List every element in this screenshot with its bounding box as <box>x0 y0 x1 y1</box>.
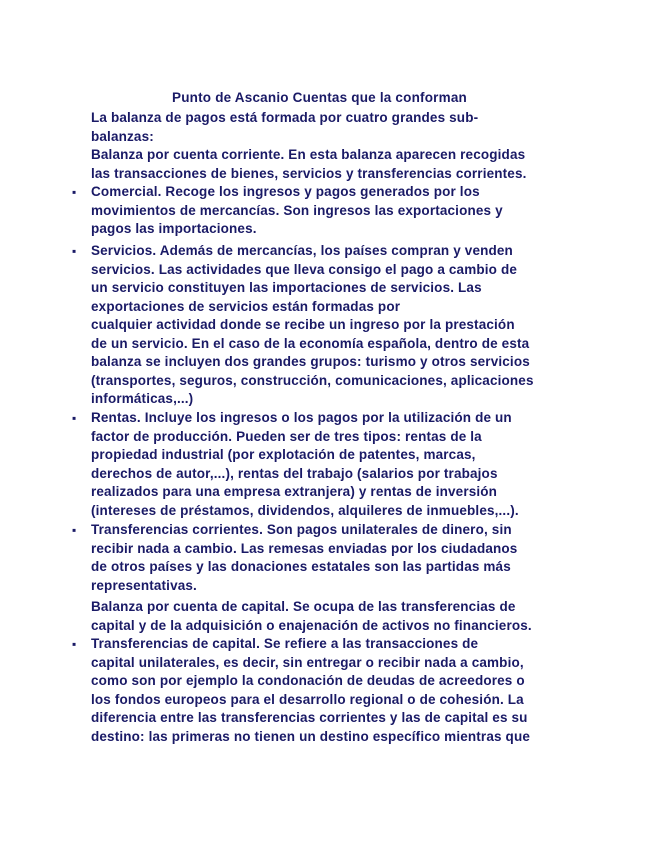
text-line: La balanza de pagos está formada por cuatro grandes sub- <box>91 110 479 125</box>
text-line: representativas. <box>91 577 197 593</box>
text-line: Comercial. Recoge los ingresos y pagos generados por los <box>91 184 480 199</box>
text-line: realizados para una empresa extranjera) y rentas de inversión <box>91 484 498 499</box>
list-item-transferencias-capital <box>91 635 561 746</box>
text-line: Transferencias corrientes. Son pagos unilaterales de dinero, sin <box>91 522 512 537</box>
list-item-transferencias-corrientes <box>91 521 561 595</box>
text-line: Balanza por cuenta corriente. En esta balanza aparecen recogidas <box>91 147 526 162</box>
text-line: Balanza por cuenta de capital. Se ocupa de las transferencias de <box>91 599 516 614</box>
page-title: Punto de Ascanio Cuentas que la conforman <box>172 90 467 105</box>
text-line: cualquier actividad donde se recibe un ingreso por la prestación <box>91 317 515 332</box>
text-line: Transferencias de capital. Se refiere a las transacciones de <box>91 636 479 651</box>
text-line: de un servicio. En el caso de la economía española, dentro de esta <box>91 335 530 351</box>
text-line: propiedad industrial (por explotación de patentes, marcas, <box>91 447 476 462</box>
text-line: balanzas: <box>91 128 154 144</box>
text-line: las transacciones de bienes, servicios y transferencias corrientes. <box>91 165 527 181</box>
bullet-icon: ▪ <box>72 185 77 199</box>
bullet-icon: ▪ <box>72 244 77 258</box>
text-line: derechos de autor,...), rentas del trabajo (salarios por trabajos <box>91 465 498 481</box>
text-line: pagos las importaciones. <box>91 221 257 236</box>
bullet-icon: ▪ <box>72 637 77 651</box>
text-line: servicios. Las actividades que lleva consigo el pago a cambio de <box>91 261 518 277</box>
paragraph-cuenta-capital <box>91 598 561 635</box>
text-line: movimientos de mercancías. Son ingresos las exportaciones y <box>91 202 503 218</box>
list-item-servicios <box>91 242 561 409</box>
text-line: Rentas. Incluye los ingresos o los pagos por la utilización de un <box>91 410 512 425</box>
list-item-rentas <box>91 409 561 520</box>
text-line: de otros países y las donaciones estatales son las partidas más <box>91 559 511 574</box>
text-line: recibir nada a cambio. Las remesas enviadas por los ciudadanos <box>91 540 518 556</box>
text-line: destino: las primeras no tienen un destino específico mientras que <box>91 728 530 744</box>
text-line: informáticas,...) <box>91 391 194 406</box>
text-line: como son por ejemplo la condonación de deudas de acreedores o <box>91 673 525 688</box>
paragraph-intro <box>91 109 561 183</box>
text-line: Servicios. Además de mercancías, los países compran y venden <box>91 243 513 258</box>
text-line: capital y de la adquisición o enajenación de activos no financieros. <box>91 617 532 633</box>
text-line: los fondos europeos para el desarrollo regional o de cohesión. La <box>91 691 524 707</box>
text-line: balanza se incluyen dos grandes grupos: turismo y otros servicios <box>91 354 530 369</box>
text-line: capital unilaterales, es decir, sin entregar o recibir nada a cambio, <box>91 654 524 670</box>
text-line: exportaciones de servicios están formadas por <box>91 298 401 314</box>
bullet-icon: ▪ <box>72 411 77 425</box>
bullet-icon: ▪ <box>72 523 77 537</box>
text-line: factor de producción. Pueden ser de tres tipos: rentas de la <box>91 428 482 444</box>
text-line: diferencia entre las transferencias corrientes y las de capital es su <box>91 710 528 725</box>
text-line: un servicio constituyen las importaciones de servicios. Las <box>91 280 482 295</box>
text-line: (transportes, seguros, construcción, comunicaciones, aplicaciones <box>91 372 534 388</box>
text-line: (intereses de préstamos, dividendos, alquileres de inmuebles,...). <box>91 502 519 518</box>
list-item-comercial <box>91 183 561 239</box>
